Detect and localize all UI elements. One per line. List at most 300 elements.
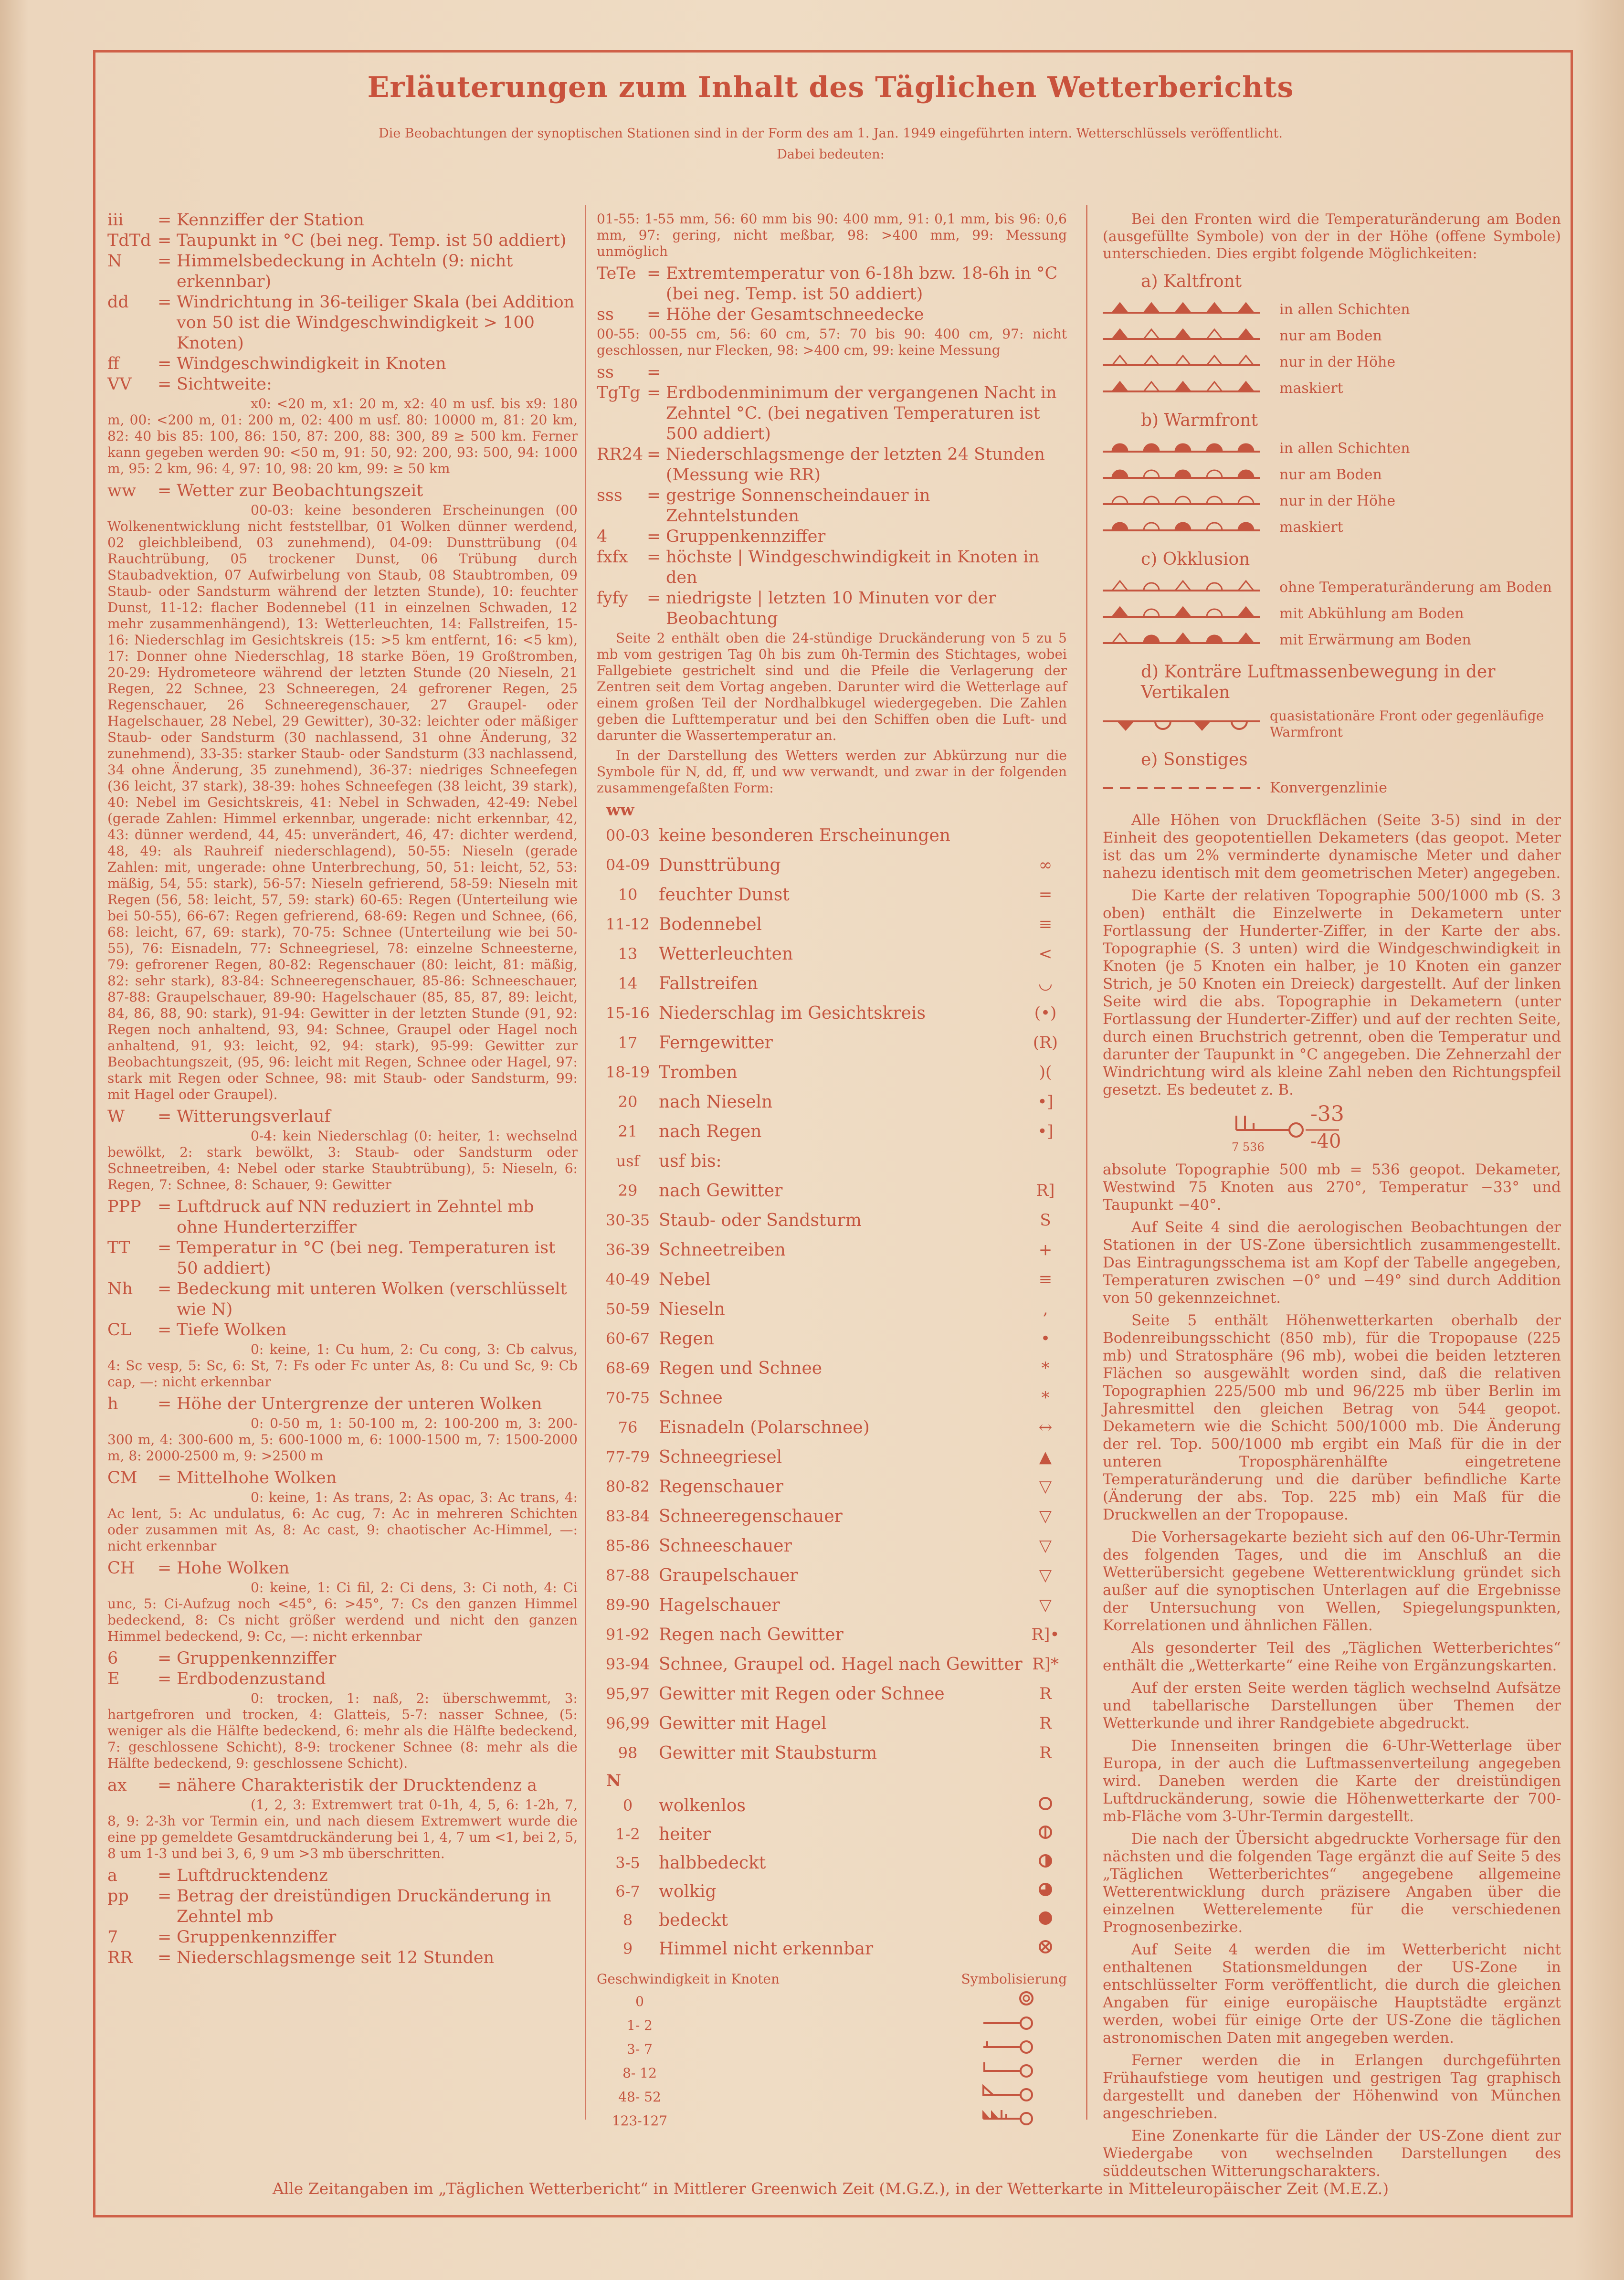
okklusion-list bbox=[1103, 574, 1561, 653]
front-label: in allen Schichten bbox=[1279, 301, 1410, 318]
ww-meaning: Schnee bbox=[659, 1388, 723, 1408]
ww-meaning: feuchter Dunst bbox=[659, 885, 790, 905]
ww-row bbox=[597, 1590, 1067, 1620]
definition-text: nähere Charakteristik der Drucktendenz a bbox=[177, 1776, 538, 1795]
warmfront-heading: b) Warmfront bbox=[1141, 411, 1258, 430]
ww-symbol: ▽ bbox=[1039, 1536, 1052, 1555]
definition-text: Mittelhohe Wolken bbox=[177, 1468, 337, 1488]
ww-symbol: ▽ bbox=[1039, 1565, 1052, 1585]
definition-text: Höhe der Gesamtschneedecke bbox=[666, 305, 924, 324]
ww-meaning: Nieseln bbox=[659, 1299, 725, 1319]
definition-row bbox=[597, 362, 1067, 383]
equals-sign: = bbox=[158, 293, 172, 312]
definition-text: Extremtemperatur von 6-18h bzw. 18-6h in °C (bei neg. Temp. ist 50 addiert) bbox=[666, 264, 1058, 304]
kaltfront-heading: a) Kaltfront bbox=[1141, 272, 1242, 291]
equals-sign: = bbox=[158, 481, 172, 500]
paragraph: Die Vorhersagekarte bezieht sich auf den 06-Uhr-Termin des folgenden Tages, und die im Anschluß an die Wetterübersicht gegebene Wetterentwicklung gründet sich außer auf die synoptischen Unterlagen auf die Ergebnisse der Untersuchung von Wellen, Spiegelungspunkten, Korrelationen und ähnlichen Fällen. bbox=[1103, 1529, 1561, 1634]
ww-meaning: Wetterleuchten bbox=[659, 944, 793, 964]
n-meaning: heiter bbox=[659, 1824, 711, 1844]
ww-code: 80-82 bbox=[605, 1477, 650, 1496]
definition-row bbox=[107, 1927, 578, 1948]
ww-code: 91-92 bbox=[605, 1625, 650, 1644]
definition-row bbox=[107, 1394, 578, 1414]
ww-symbol: ◡ bbox=[1038, 973, 1053, 993]
definition-row bbox=[107, 1558, 578, 1579]
definition-key: N bbox=[107, 252, 122, 271]
ww-row bbox=[597, 1649, 1067, 1679]
definition-key: ww bbox=[107, 481, 136, 500]
definition-text: Windrichtung in 36-teiliger Skala (bei Addition von 50 ist die Windgeschwindigkeit > 100 Knoten) bbox=[177, 293, 575, 353]
cloud-cover-icon bbox=[1024, 1791, 1067, 1820]
ww-code: 36-39 bbox=[605, 1240, 650, 1259]
equals-sign: = bbox=[158, 1320, 172, 1340]
seite2-text: Seite 2 enthält oben die 24-stündige Druckänderung von 5 zu 5 mb vom gestrigen Tag 0h bis zum 0h-Termin des Stichtages, wobei Fallgebiete gestrichelt sind und die Pfeile die Verlagerung der Zentren seit dem Vortag angeben. Darunter wird die Wetterlage auf einem großen Teil der Nordhalbkugel wiedergegeben. Die Zahlen geben die Lufttemperatur und bei den Schiffen oben die Luft- und darunter die Wassertemperatur an. bbox=[597, 630, 1067, 743]
n-meaning: wolkenlos bbox=[659, 1795, 746, 1816]
paragraph: Auf Seite 4 werden die im Wetterbericht nicht enthaltenen Stationsmeldungen der US-Zone in entschlüsselter Form veröffentlicht, die durch die gleichen Angaben für einige europäische Hauptstädte ergänzt werden, wobei für einige Orte der US-Zone die täglichen astronomischen Daten mit angegeben werden. bbox=[1103, 1941, 1561, 2047]
n-code: 9 bbox=[622, 1939, 633, 1958]
kaltfront-list bbox=[1103, 296, 1561, 401]
wind-speed: 1- 2 bbox=[627, 2017, 653, 2033]
ww-meaning: Schneeschauer bbox=[659, 1536, 792, 1556]
front-label: Konvergenzlinie bbox=[1270, 780, 1387, 796]
ww-meaning: Gewitter mit Regen oder Schnee bbox=[659, 1684, 945, 1704]
definition-text: Windgeschwindigkeit in Knoten bbox=[177, 354, 446, 373]
definition-key: h bbox=[107, 1394, 118, 1414]
warmfront-list bbox=[1103, 435, 1561, 540]
definition-text: Niederschlagsmenge der letzten 24 Stunden (Messung wie RR) bbox=[666, 445, 1045, 485]
paragraph: Eine Zonenkarte für die Länder der US-Zone dient zur Wiedergabe von wechselnden Darstellungen des süddeutschen Witterungscharakters. bbox=[1103, 2127, 1561, 2180]
equals-sign: = bbox=[158, 1107, 172, 1126]
ww-row bbox=[597, 1324, 1067, 1353]
equals-sign: = bbox=[647, 445, 661, 464]
definition-row bbox=[597, 305, 1067, 325]
ww-symbol: ▽ bbox=[1039, 1595, 1052, 1615]
ww-row bbox=[597, 1561, 1067, 1590]
ww-meaning: Hagelschauer bbox=[659, 1595, 780, 1615]
ww-code: 30-35 bbox=[605, 1211, 650, 1229]
front-row bbox=[1103, 514, 1561, 540]
example-temperature: -33 bbox=[1310, 1102, 1344, 1126]
ww-code: 04-09 bbox=[605, 855, 650, 874]
equals-sign: = bbox=[158, 1468, 172, 1488]
equals-sign: = bbox=[158, 1197, 172, 1216]
definition-row bbox=[107, 481, 578, 501]
middle-column bbox=[597, 210, 1067, 2132]
definition-text: Sichtweite: bbox=[177, 375, 272, 394]
ww-meaning: Gewitter mit Staubsturm bbox=[659, 1743, 877, 1763]
wind-row bbox=[597, 2061, 1067, 2085]
example-left-label: 7 536 bbox=[1232, 1140, 1265, 1154]
definition-row bbox=[107, 1948, 578, 1968]
paragraph: Als gesonderter Teil des „Täglichen Wetterberichtes“ enthält die „Wetterkarte“ eine Reihe von Ergänzungskarten. bbox=[1103, 1639, 1561, 1674]
definition-key: CL bbox=[107, 1320, 132, 1340]
sonstiges-heading: e) Sonstiges bbox=[1141, 750, 1248, 770]
example-dewpoint: -40 bbox=[1310, 1130, 1341, 1152]
ww-code: usf bbox=[616, 1151, 640, 1170]
definition-row bbox=[107, 354, 578, 374]
n-row bbox=[597, 1820, 1067, 1848]
wind-speed: 123-127 bbox=[612, 2112, 668, 2129]
definition-note: x0: <20 m, x1: 20 m, x2: 40 m usf. bis x9: 180 m, 00: <200 m, 01: 200 m, 02: 400 m usf. 80: 10000 m, 81: 20 km, 82: 40 bis 85: 100, 86: 150, 87: 200, 88: 300, 89 ≥ 500 km. Ferner kann gegeben werden 90: <50 m, 91: 50, 92: 200, 93: 500, 94: 1000 m, 95: 2 km, 96: 4, 97: 10, 98: 20 km, 99: ≥ 50 km bbox=[107, 396, 578, 476]
ww-row bbox=[597, 1087, 1067, 1117]
ww-code: 68-69 bbox=[605, 1359, 650, 1377]
definition-text: Höhe der Untergrenze der unteren Wolken bbox=[177, 1394, 542, 1414]
wind-speed: 3- 7 bbox=[627, 2041, 653, 2057]
equals-sign: = bbox=[647, 527, 661, 546]
ww-meaning: usf bis: bbox=[659, 1151, 722, 1171]
rr-note: 01-55: 1-55 mm, 56: 60 mm bis 90: 400 mm, 91: 0,1 mm, bis 96: 0,6 mm, 97: gering, nicht meßbar, 98: >400 mm, 99: Messung unmöglich bbox=[597, 211, 1067, 259]
paragraph: Die Karte der relativen Topographie 500/1000 mb (S. 3 oben) enthält die Einzelwerte in Dekametern unter Fortlassung der Hunderter-Ziffer, in der Karte der abs. Topographie (S. 3 unten) wird die Windgeschwindigkeit in Knoten (je 5 Knoten ein halber, je 10 Knoten ein ganzer Strich, je 50 Knoten ein Dreieck) dargestellt. Auf der linken Seite wird die abs. Topographie in Dekametern (unter Fortlassung der Hunderter-Ziffer) und auf der rechten Seite, durch einen Bruchstrich getrennt, oben die Temperatur und darunter der Taupunkt in °C angegeben. Die Zehnerzahl der Windrichtung wird als kleine Zahl neben den Richtungspfeil gesetzt. Es bedeutet z. B. bbox=[1103, 887, 1561, 1098]
definition-note: 0-4: kein Niederschlag (0: heiter, 1: wechselnd bewölkt, 2: stark bewölkt, 3: Staub- oder Sandsturm oder Schneetreiben, 4: Nebel oder starke Staubtrübung), 5: Nieseln, 6: Regen, 7: Schnee, 8: Schauer, 9: Gewitter bbox=[107, 1128, 578, 1193]
definition-row bbox=[107, 1279, 578, 1320]
n-code: 3-5 bbox=[615, 1853, 640, 1872]
ww-row bbox=[597, 1472, 1067, 1501]
cloud-cover-icon bbox=[1024, 1906, 1067, 1934]
ww-code: 89-90 bbox=[605, 1595, 650, 1614]
ww-row bbox=[597, 1057, 1067, 1087]
ww-code: 10 bbox=[618, 885, 638, 904]
definition-row bbox=[597, 547, 1067, 588]
front-label: nur in der Höhe bbox=[1279, 493, 1396, 509]
ww-code: 14 bbox=[618, 974, 638, 992]
ww-meaning: Nebel bbox=[659, 1269, 711, 1289]
ww-symbol: ≡ bbox=[1038, 1269, 1053, 1289]
ww-symbol: (•) bbox=[1034, 1003, 1057, 1023]
definition-row bbox=[597, 486, 1067, 527]
definition-text: Bedeckung mit unteren Wolken (verschlüsselt wie N) bbox=[177, 1279, 567, 1319]
front-row bbox=[1103, 296, 1561, 323]
definition-row bbox=[107, 1238, 578, 1279]
n-code: 8 bbox=[622, 1911, 633, 1929]
definition-text: Betrag der dreistündigen Druckänderung in Zehntel mb bbox=[177, 1887, 551, 1926]
n-row bbox=[597, 1934, 1067, 1963]
front-row bbox=[1103, 462, 1561, 488]
ww-code: 15-16 bbox=[605, 1003, 650, 1022]
definition-row bbox=[597, 383, 1067, 444]
front-row bbox=[1103, 488, 1561, 514]
definition-key: Nh bbox=[107, 1279, 133, 1298]
definition-key: RR bbox=[107, 1948, 133, 1967]
n-meaning: wolkig bbox=[659, 1881, 717, 1901]
ww-code: 11-12 bbox=[605, 915, 650, 933]
paragraph: Auf Seite 4 sind die aerologischen Beobachtungen der Stationen in der US-Zone übersichtlich zusammengestellt. Das Eintragungsschema ist am Kopf der Tabelle angegeben, Temperaturen zwischen −0° und −49° sind durch Addition von 50 gekennzeichnet. bbox=[1103, 1219, 1561, 1307]
definition-note: 00-55: 00-55 cm, 56: 60 cm, 57: 70 bis 90: 400 cm, 97: nicht geschlossen, nur Flecken, 98: >400 cm, 99: keine Messung bbox=[597, 326, 1067, 358]
front-label: nur am Boden bbox=[1279, 466, 1382, 483]
definition-row bbox=[597, 527, 1067, 547]
ww-row bbox=[597, 1383, 1067, 1413]
wind-row bbox=[597, 2085, 1067, 2109]
ww-meaning: Schneegriesel bbox=[659, 1447, 782, 1467]
wind-row bbox=[597, 2013, 1067, 2037]
definition-row bbox=[597, 444, 1067, 486]
okklusion-symbol bbox=[1103, 575, 1270, 600]
equals-sign: = bbox=[647, 383, 661, 402]
quasistationary-front-symbol bbox=[1103, 715, 1260, 734]
n-row bbox=[597, 1877, 1067, 1906]
ww-symbol: ≡ bbox=[1038, 914, 1053, 934]
ww-row bbox=[597, 1235, 1067, 1265]
definition-row bbox=[107, 1669, 578, 1689]
ww-symbol: • bbox=[1040, 1329, 1051, 1348]
cloud-cover-icon bbox=[1024, 1820, 1067, 1848]
paragraph: Ferner werden die in Erlangen durchgeführten Frühaufstiege vom heutigen und gestrigen Tag graphisch dargestellt und daneben der Höhenwind von München angeschrieben. bbox=[1103, 2052, 1561, 2122]
convergence-line-symbol bbox=[1103, 783, 1260, 793]
wind-symbol-icon bbox=[979, 2084, 1036, 2109]
definition-key: dd bbox=[107, 293, 129, 312]
warmfront-symbol bbox=[1103, 463, 1270, 487]
definition-note: (1, 2, 3: Extremwert trat 0-1h, 4, 5, 6: 1-2h, 7, 8, 9: 2-3h vor Termin ein, und nach diesem Extremwert wurde die eine pp gemeldete Gesamtdruckänderung bei 1, 4, 7 um <1, bei 2, 5, 8 um 1-3 und bei 3, 6, 9 um >3 mb überschritten. bbox=[107, 1797, 578, 1861]
cloud-cover-icon bbox=[1024, 1934, 1067, 1963]
ww-meaning: Regen und Schnee bbox=[659, 1358, 823, 1378]
wind-speed: 48- 52 bbox=[618, 2089, 661, 2105]
equals-sign: = bbox=[158, 1394, 172, 1414]
equals-sign: = bbox=[158, 1948, 172, 1967]
definition-text: Kennziffer der Station bbox=[177, 211, 364, 230]
ww-code: 00-03 bbox=[605, 826, 650, 844]
wind-symbol-icon bbox=[979, 2037, 1036, 2061]
kontraer-heading: d) Konträre Luftmassenbewegung in der Vertikalen bbox=[1141, 662, 1496, 702]
warmfront-symbol bbox=[1103, 436, 1270, 461]
ww-symbol: R bbox=[1039, 1713, 1052, 1733]
ww-meaning: Staub- oder Sandsturm bbox=[659, 1210, 862, 1230]
front-label: maskiert bbox=[1279, 519, 1343, 536]
equals-sign: = bbox=[158, 1776, 172, 1795]
warmfront-symbol bbox=[1103, 515, 1270, 539]
definition-key: 7 bbox=[107, 1928, 118, 1947]
n-meaning: Himmel nicht erkennbar bbox=[659, 1939, 874, 1959]
definition-key: PPP bbox=[107, 1197, 141, 1216]
definition-key: iii bbox=[107, 211, 124, 230]
definition-text: gestrige Sonnenscheindauer in Zehntelstunden bbox=[666, 486, 930, 526]
ww-code: 29 bbox=[618, 1181, 638, 1200]
n-code: 6-7 bbox=[615, 1882, 640, 1900]
definition-text: Niederschlagsmenge seit 12 Stunden bbox=[177, 1948, 495, 1967]
definition-key: RR24 bbox=[597, 445, 643, 464]
ww-row bbox=[597, 1028, 1067, 1057]
ww-symbol: * bbox=[1041, 1388, 1050, 1407]
n-code: 1-2 bbox=[615, 1825, 640, 1843]
definition-row bbox=[107, 374, 578, 395]
ww-table bbox=[597, 821, 1067, 1768]
ww-meaning: Dunsttrübung bbox=[659, 855, 781, 875]
definition-note: 0: keine, 1: As trans, 2: As opac, 3: Ac trans, 4: Ac lent, 5: Ac undulatus, 6: Ac cug, 7: Ac in mehreren Schichten oder zusammen mit As, 8: Ac cast, 9: chaotischer Ac-Himmel, —: nicht erkennbar bbox=[107, 1489, 578, 1554]
okklusion-symbol bbox=[1103, 602, 1270, 626]
equals-sign: = bbox=[158, 1928, 172, 1947]
ww-symbol: S bbox=[1040, 1210, 1051, 1230]
ww-symbol: * bbox=[1041, 1358, 1050, 1378]
definition-row bbox=[597, 264, 1067, 305]
definition-key: ax bbox=[107, 1776, 127, 1795]
ww-meaning: Eisnadeln (Polarschnee) bbox=[659, 1417, 870, 1437]
ww-symbol: ↔ bbox=[1038, 1417, 1053, 1437]
ww-code: 95,97 bbox=[606, 1684, 650, 1703]
n-table bbox=[597, 1791, 1067, 1963]
footer-note: Alle Zeitangaben im „Täglichen Wetterbericht“ in Mittlerer Greenwich Zeit (M.G.Z.), in der Wetterkarte in Mitteleuropäischer Zeit (M.E.Z.) bbox=[272, 2179, 1389, 2198]
definition-text: Gruppenkennziffer bbox=[666, 527, 826, 546]
definition-text: niedrigste | letzten 10 Minuten vor der Beobachtung bbox=[666, 589, 996, 628]
equals-sign: = bbox=[158, 354, 172, 373]
ww-meaning: Niederschlag im Gesichtskreis bbox=[659, 1003, 926, 1023]
definition-key: ss bbox=[597, 305, 614, 324]
cloud-cover-icon bbox=[1024, 1877, 1067, 1906]
ww-code: 70-75 bbox=[605, 1388, 650, 1407]
definition-key: CM bbox=[107, 1468, 137, 1488]
definition-row bbox=[107, 1775, 578, 1796]
definition-key: ff bbox=[107, 354, 119, 373]
column-divider bbox=[1086, 205, 1087, 2120]
ww-row bbox=[597, 821, 1067, 850]
ww-meaning: Regenschauer bbox=[659, 1477, 783, 1497]
front-row bbox=[1103, 574, 1561, 601]
ww-row bbox=[597, 880, 1067, 909]
definition-text: Gruppenkennziffer bbox=[177, 1928, 337, 1947]
paragraph: Alle Höhen von Druckflächen (Seite 3-5) sind in der Einheit des geopotentiellen Dekameters (das geopot. Meter ist das um 2% verminderte dynamische Meter und daher nahezu identisch mit dem geometrischen Meter) angegeben. bbox=[1103, 812, 1561, 882]
ww-meaning: Regen bbox=[659, 1329, 714, 1349]
definition-text: Taupunkt in °C (bei neg. Temp. ist 50 addiert) bbox=[177, 231, 567, 250]
paragraph: absolute Topographie 500 mb = 536 geopot. Dekameter, Westwind 75 Knoten aus 270°, Temperatur −33° und Taupunkt −40°. bbox=[1103, 1161, 1561, 1214]
ww-symbol: R bbox=[1039, 1743, 1052, 1763]
definition-key: a bbox=[107, 1866, 117, 1885]
n-row bbox=[597, 1848, 1067, 1877]
ww-symbol: ∞ bbox=[1038, 855, 1053, 875]
wind-speed: 8- 12 bbox=[622, 2065, 657, 2081]
ww-code: 17 bbox=[618, 1033, 638, 1052]
middle-definitions bbox=[597, 264, 1067, 629]
fronts-intro: Bei den Fronten wird die Temperaturänderung am Boden (ausgefüllte Symbole) von der in der Höhe (offene Symbole) unterschieden. Dies ergibt folgende Möglichkeiten: bbox=[1103, 211, 1561, 262]
definition-text: Erdbodenzustand bbox=[177, 1669, 326, 1689]
ww-code: 60-67 bbox=[605, 1329, 650, 1348]
front-row bbox=[1103, 775, 1561, 801]
wind-symbol-icon bbox=[979, 1989, 1036, 2014]
equals-sign: = bbox=[647, 486, 661, 505]
definition-row bbox=[107, 1197, 578, 1238]
definition-key: TgTg bbox=[597, 383, 641, 402]
kaltfront-symbol bbox=[1103, 376, 1270, 401]
definition-key: TT bbox=[107, 1238, 130, 1257]
subtitle-line-2: Dabei bedeuten: bbox=[777, 147, 885, 162]
front-label: quasistationäre Front oder gegenläufige Warmfront bbox=[1270, 708, 1544, 740]
definition-text: Wetter zur Beobachtungszeit bbox=[177, 481, 423, 500]
ww-symbol: ▽ bbox=[1039, 1506, 1052, 1526]
definition-key: pp bbox=[107, 1887, 129, 1906]
n-row bbox=[597, 1906, 1067, 1934]
equals-sign: = bbox=[647, 305, 661, 324]
definition-note: 0: 0-50 m, 1: 50-100 m, 2: 100-200 m, 3: 200-300 m, 4: 300-600 m, 5: 600-1000 m, 6: 1000-1500 m, 7: 1500-2000 m, 8: 2000-2500 m, 9: >2500 m bbox=[107, 1415, 578, 1464]
wind-table bbox=[597, 1989, 1067, 2132]
ww-symbol: < bbox=[1038, 944, 1053, 963]
wind-row bbox=[597, 2109, 1067, 2132]
ww-symbol: ▽ bbox=[1039, 1477, 1052, 1496]
ww-row bbox=[597, 1738, 1067, 1768]
ww-meaning: Ferngewitter bbox=[659, 1033, 773, 1053]
definition-text: Gruppenkennziffer bbox=[177, 1649, 337, 1668]
ww-row bbox=[597, 1531, 1067, 1561]
definition-row bbox=[107, 1648, 578, 1669]
ww-row bbox=[597, 1620, 1067, 1649]
definition-key: 4 bbox=[597, 527, 608, 546]
topography-example bbox=[1217, 1104, 1561, 1156]
okklusion-heading: c) Okklusion bbox=[1141, 549, 1250, 569]
ww-meaning: Bodennebel bbox=[659, 914, 762, 934]
ww-row bbox=[597, 1146, 1067, 1176]
front-label: nur am Boden bbox=[1279, 327, 1382, 344]
ww-code: 87-88 bbox=[605, 1566, 650, 1584]
equals-sign: = bbox=[158, 1649, 172, 1668]
wind-heading-left: Geschwindigkeit in Knoten bbox=[597, 1971, 780, 1987]
ww-symbol: , bbox=[1043, 1299, 1048, 1319]
front-row bbox=[1103, 323, 1561, 349]
ww-code: 77-79 bbox=[605, 1447, 650, 1466]
definition-key: TdTd bbox=[107, 231, 151, 250]
kaltfront-symbol bbox=[1103, 350, 1270, 374]
ww-meaning: nach Regen bbox=[659, 1121, 762, 1141]
definition-key: ss bbox=[597, 363, 614, 382]
ww-code: 21 bbox=[618, 1122, 638, 1140]
ww-symbol bbox=[1024, 821, 1067, 850]
paragraph: Auf der ersten Seite werden täglich wechselnd Aufsätze und tabellarische Darstellungen über Themen der Wetterkunde und ihrer Randgebiete abgedruckt. bbox=[1103, 1679, 1561, 1732]
front-row bbox=[1103, 601, 1561, 627]
definition-row bbox=[107, 1886, 578, 1927]
definition-note: 0: trocken, 1: naß, 2: überschwemmt, 3: hartgefroren und trocken, 4: Glatteis, 5-7: nasser Schnee, (5: weniger als die Hälfte bedeckend, 6: mehr als die Hälfte bedeckend, 7: geschlossene Schicht), 8-9: trockener Schnee (8: mehr als die Hälfte bedeckend, 9: geschlossene Schicht). bbox=[107, 1690, 578, 1771]
warmfront-symbol bbox=[1103, 489, 1270, 513]
definition-key: fxfx bbox=[597, 548, 628, 567]
definition-row bbox=[107, 210, 578, 231]
ww-code: 18-19 bbox=[605, 1063, 650, 1081]
ww-row bbox=[597, 969, 1067, 998]
wind-row bbox=[597, 2037, 1067, 2061]
n-row bbox=[597, 1791, 1067, 1820]
front-label: in allen Schichten bbox=[1279, 440, 1410, 457]
definition-row bbox=[107, 251, 578, 292]
ww-meaning: Graupelschauer bbox=[659, 1565, 798, 1585]
definition-key: VV bbox=[107, 375, 132, 394]
wind-symbol-icon bbox=[979, 2060, 1036, 2085]
wind-symbol-icon bbox=[979, 2108, 1036, 2133]
equals-sign: = bbox=[647, 589, 661, 608]
ww-row bbox=[597, 1265, 1067, 1294]
definition-row bbox=[107, 292, 578, 354]
definition-note: 0: keine, 1: Cu hum, 2: Cu cong, 3: Cb calvus, 4: Sc vesp, 5: Sc, 6: St, 7: Fs oder Fc unter As, 8: Cu und Sc, 9: Cb cap, —: nicht erkennbar bbox=[107, 1341, 578, 1390]
ww-row bbox=[597, 850, 1067, 880]
ww-meaning: keine besonderen Erscheinungen bbox=[659, 825, 950, 845]
ww-meaning: nach Nieseln bbox=[659, 1092, 773, 1112]
ww-code: 85-86 bbox=[605, 1536, 650, 1555]
kaltfront-symbol bbox=[1103, 324, 1270, 348]
definition-note: 0: keine, 1: Ci fil, 2: Ci dens, 3: Ci noth, 4: Ci unc, 5: Ci-Aufzug noch <45°, 6: >45°, 7: Cs den ganzen Himmel bedeckend, 8: Cs nicht größer werdend und nicht den ganzen Himmel bedeckend, 9: Cc, —: nicht erkennbar bbox=[107, 1580, 578, 1644]
ww-meaning: Schneeregenschauer bbox=[659, 1506, 843, 1526]
wind-heading-right: Symbolisierung bbox=[961, 1971, 1067, 1987]
ww-symbol: R]• bbox=[1031, 1625, 1060, 1644]
ww-code: 50-59 bbox=[605, 1299, 650, 1318]
ww-symbol: •] bbox=[1037, 1121, 1054, 1141]
okklusion-symbol bbox=[1103, 628, 1270, 652]
right-column bbox=[1103, 210, 1561, 2185]
ww-heading: ww bbox=[606, 801, 634, 820]
definition-key: fyfy bbox=[597, 589, 628, 608]
ww-row bbox=[597, 998, 1067, 1028]
ww-symbol: R] bbox=[1036, 1181, 1055, 1200]
ww-code: 98 bbox=[618, 1743, 638, 1762]
n-heading: N bbox=[606, 1771, 622, 1790]
page-title: Erläuterungen zum Inhalt des Täglichen Wetterberichts bbox=[367, 71, 1294, 104]
definition-text: Tiefe Wolken bbox=[177, 1320, 287, 1340]
ww-meaning: Tromben bbox=[659, 1062, 738, 1082]
paragraph: Seite 5 enthält Höhenwetterkarten oberhalb der Bodenreibungsschicht (850 mb), für die Tropopause (225 mb) und Stratosphäre (96 mb), wobei die beiden letzteren Flächen so ausgewählt worden sind, daß die relativen Topographien 225/500 mb und 96/225 mb über Berlin im Jahresmittel den gleichen Betrag von 544 geopot. Dekametern wie die Schicht 500/1000 mb. Die Änderung der rel. Top. 500/1000 mb ergibt ein Maß für die in der unteren Troposphärenhälfte eingetretene Temperaturänderung und die darüber befindliche Karte (Änderung der abs. Top. 225 mb) ein Maß für die Druckwellen an der Tropopause. bbox=[1103, 1312, 1561, 1523]
equals-sign: = bbox=[158, 375, 172, 394]
definition-key: 6 bbox=[107, 1649, 118, 1668]
front-row bbox=[1103, 375, 1561, 401]
ww-row bbox=[597, 1294, 1067, 1324]
